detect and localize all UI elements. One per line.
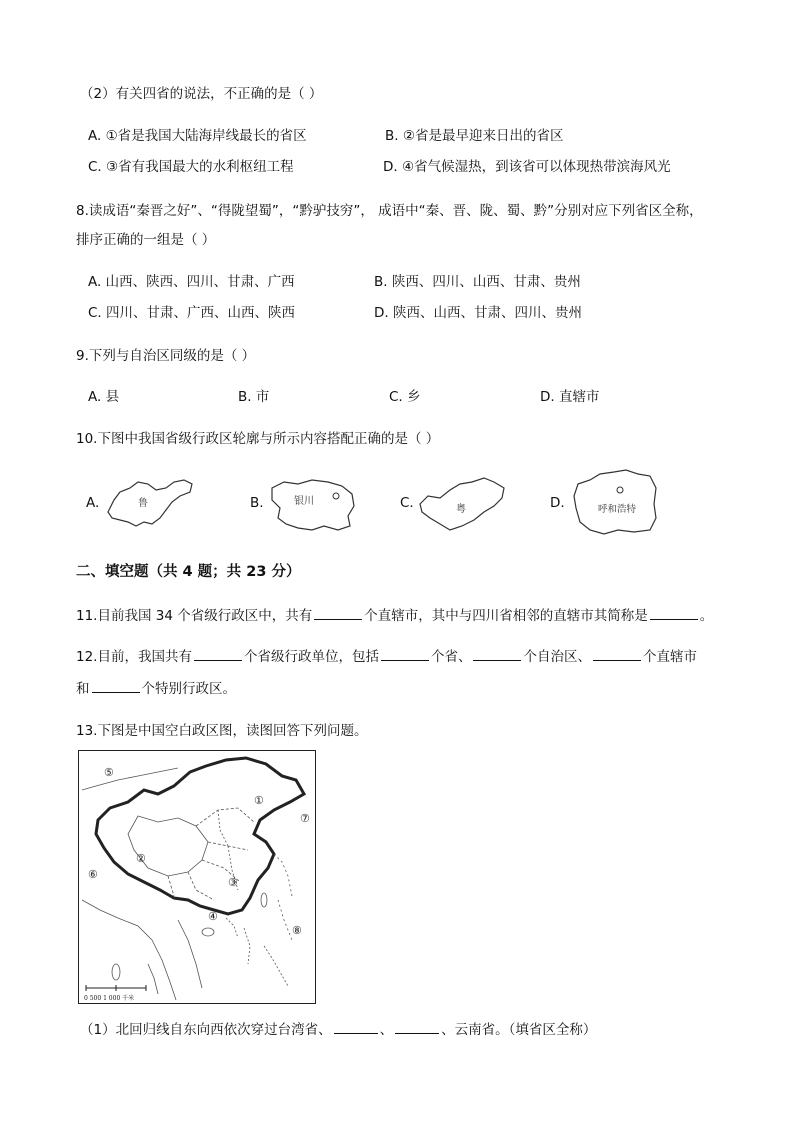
map-number-8: ⑧ <box>292 924 302 937</box>
inner-mongolia-outline-map <box>568 466 660 538</box>
capital-marker-icon <box>333 493 339 499</box>
question-10-stem: 10.下图中我国省级行政区轮廓与所示内容搭配正确的是（ ） <box>76 431 440 447</box>
china-blank-political-map <box>78 750 316 1004</box>
option-d: D. 直辖市 <box>540 389 600 405</box>
question-8-stem-line2: 排序正确的一组是（ ） <box>76 232 216 248</box>
question-13-stem: 13.下图是中国空白政区图，读图回答下列问题。 <box>76 723 368 739</box>
option-c: C. ③省有我国最大的水利枢纽工程 <box>88 159 294 175</box>
question-11-text: 11.目前我国 34 个省级行政区中，共有 <box>76 608 313 624</box>
answer-blank[interactable] <box>473 648 521 661</box>
capital-marker-icon <box>617 487 623 493</box>
answer-blank[interactable] <box>334 1021 378 1034</box>
question-13-text: （1）北回归线自东向西依次穿过台湾省、 <box>80 1022 332 1038</box>
map-label-yinchuan: 银川 <box>294 496 314 507</box>
map-number-5: ⑤ <box>104 766 114 779</box>
option-a: A. ①省是我国大陆海岸线最长的省区 <box>88 128 307 144</box>
option-a-label: A. <box>86 495 100 511</box>
answer-blank[interactable] <box>650 607 698 620</box>
question-12-line1 <box>76 645 697 665</box>
answer-blank[interactable] <box>314 607 362 620</box>
answer-blank[interactable] <box>194 648 242 661</box>
question-12-text: 个自治区、 <box>523 649 591 665</box>
option-d: D. 陕西、山西、甘肃、四川、贵州 <box>374 305 582 321</box>
map-number-3: ③ <box>228 876 238 889</box>
question-12-text: 12.目前，我国共有 <box>76 649 192 665</box>
answer-blank[interactable] <box>381 648 429 661</box>
shandong-outline-map <box>100 470 200 530</box>
option-b: B. 陕西、四川、山西、甘肃、贵州 <box>374 274 581 290</box>
option-b-label: B. <box>250 495 264 511</box>
guangdong-outline-map <box>414 472 514 534</box>
option-b: B. 市 <box>238 389 270 405</box>
question-11-text: 。 <box>699 608 714 624</box>
option-d: D. ④省气候湿热，到该省可以体现热带滨海风光 <box>383 159 671 175</box>
option-b: B. ②省是最早迎来日出的省区 <box>385 128 564 144</box>
answer-blank[interactable] <box>92 680 140 693</box>
map-number-4: ④ <box>208 910 218 923</box>
question-11 <box>76 604 713 624</box>
question-13-text: 、 <box>379 1022 394 1038</box>
option-d-label: D. <box>550 495 565 511</box>
question-13-sub-1 <box>80 1018 596 1038</box>
map-scale-bar: 0 500 1 000 千米 <box>84 995 135 1002</box>
answer-blank[interactable] <box>395 1021 439 1034</box>
question-13-text: 、云南省。（填省区全称） <box>441 1022 597 1038</box>
question-12-text: 和 <box>76 681 90 697</box>
map-label-yue: 粤 <box>456 504 466 515</box>
question-11-text: 个直辖市，其中与四川省相邻的直辖市其简称是 <box>364 608 648 624</box>
ningxia-outline-map <box>262 474 362 534</box>
question-12-text: 个直辖市 <box>642 649 697 665</box>
map-label-lu: 鲁 <box>138 498 148 509</box>
option-c-label: C. <box>400 495 414 511</box>
map-label-hohhot: 呼和浩特 <box>598 504 637 515</box>
question-7-2-stem: （2）有关四省的说法，不正确的是（ ） <box>80 86 323 102</box>
question-12-line2 <box>76 677 236 697</box>
question-12-text: 个省、 <box>430 649 472 665</box>
option-a: A. 县 <box>88 389 120 405</box>
answer-blank[interactable] <box>593 648 641 661</box>
map-number-7: ⑦ <box>300 812 310 825</box>
option-a: A. 山西、陕西、四川、甘肃、广西 <box>88 274 295 290</box>
map-number-6: ⑥ <box>88 868 98 881</box>
option-c: C. 四川、甘肃、广西、山西、陕西 <box>88 305 296 321</box>
question-12-text: 个特别行政区。 <box>141 681 236 697</box>
map-number-1: ① <box>254 794 264 807</box>
question-8-stem-line1: 8.读成语“秦晋之好”、“得陇望蜀”，“黔驴技穷”， 成语中“秦、晋、陇、蜀、黔”分别对应下列省区全称， <box>76 203 703 219</box>
section-title: 二、填空题（共 4 题；共 23 分） <box>76 564 301 580</box>
option-c: C. 乡 <box>389 389 421 405</box>
question-12-text: 个省级行政单位，包括 <box>243 649 379 665</box>
question-9-stem: 9.下列与自治区同级的是（ ） <box>76 348 256 364</box>
map-number-2: ② <box>136 852 146 865</box>
